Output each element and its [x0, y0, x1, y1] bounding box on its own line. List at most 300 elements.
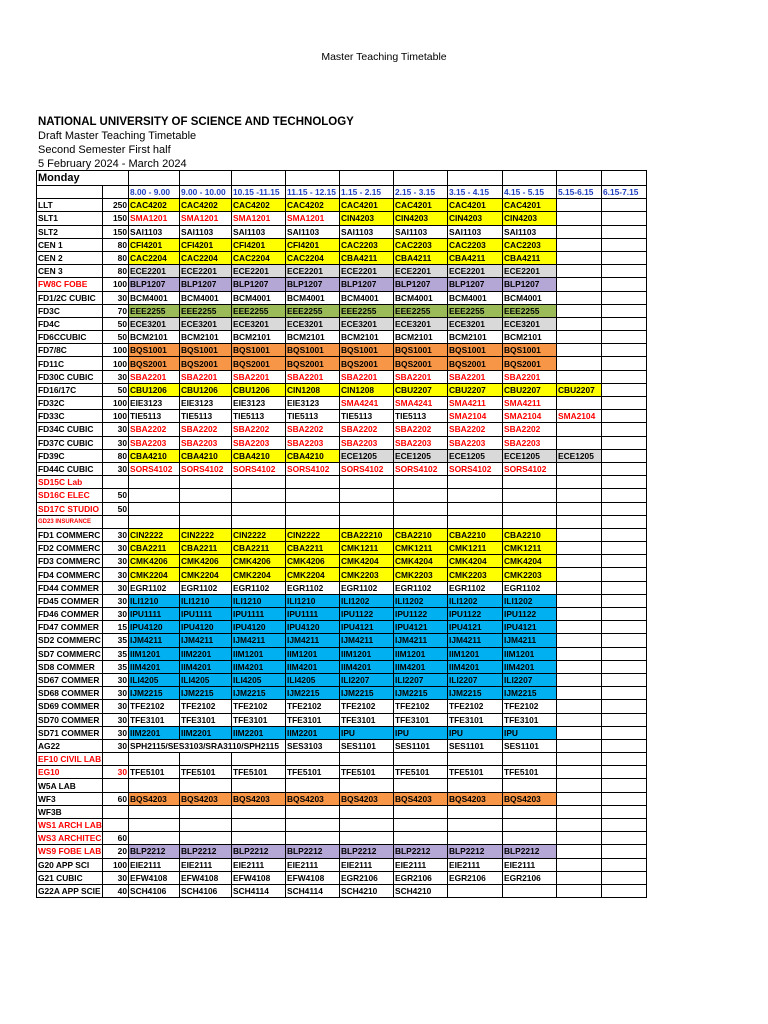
course-cell	[602, 608, 647, 621]
course-cell: CBA4211	[503, 251, 557, 264]
course-cell: EEE2255	[448, 304, 503, 317]
course-cell: BCM2101	[232, 331, 286, 344]
course-cell: IJM2215	[503, 687, 557, 700]
course-cell: ILI1202	[340, 594, 394, 607]
table-row	[37, 621, 647, 634]
course-cell: ECE1205	[448, 449, 503, 462]
subtitle-line: Second Semester First half	[38, 144, 171, 156]
room-capacity: 50	[103, 317, 129, 330]
course-cell	[448, 753, 503, 766]
room-name: GD23 INSURANCE	[37, 515, 103, 528]
course-cell	[394, 832, 448, 845]
course-cell	[602, 344, 647, 357]
room-capacity: 30	[103, 766, 129, 779]
room-name: FD16/17C	[37, 383, 103, 396]
course-cell: SCH4114	[232, 884, 286, 897]
room-name: SD68 COMMER	[37, 687, 103, 700]
course-cell	[448, 779, 503, 792]
course-cell: EIE2111	[232, 858, 286, 871]
room-capacity: 30	[103, 423, 129, 436]
course-cell	[602, 331, 647, 344]
timetable	[36, 170, 647, 898]
course-cell: CMK1211	[394, 542, 448, 555]
course-cell: BQS4203	[286, 792, 340, 805]
table-row	[37, 713, 647, 726]
course-cell: SBA2201	[180, 370, 232, 383]
course-cell: BLP2212	[180, 845, 232, 858]
course-cell: TFE5101	[394, 766, 448, 779]
course-cell: BLP1207	[180, 278, 232, 291]
course-cell	[129, 753, 180, 766]
course-cell: CMK4206	[232, 555, 286, 568]
room-capacity: 35	[103, 634, 129, 647]
course-cell: SORS4102	[503, 462, 557, 475]
course-cell: EFW4108	[129, 871, 180, 884]
course-cell: IIM4201	[448, 660, 503, 673]
course-cell: TFE3101	[448, 713, 503, 726]
course-cell: CBA4211	[394, 251, 448, 264]
course-cell: ILI1210	[286, 594, 340, 607]
room-name: SD15C Lab	[37, 476, 103, 489]
room-name: SD2 COMMERC	[38, 635, 101, 646]
course-cell: ECE2201	[232, 265, 286, 278]
course-cell	[232, 515, 286, 528]
course-cell	[602, 278, 647, 291]
course-cell: IIM1201	[340, 647, 394, 660]
course-cell: IIM4201	[394, 660, 448, 673]
course-cell	[232, 779, 286, 792]
course-cell	[557, 608, 602, 621]
course-cell: IIM2201	[232, 726, 286, 739]
course-cell: IJM4211	[448, 634, 503, 647]
institution-name: NATIONAL UNIVERSITY OF SCIENCE AND TECHNOLOGY	[38, 116, 354, 128]
room-name: FD34C CUBIC	[37, 423, 103, 436]
course-cell	[503, 779, 557, 792]
course-cell: TFE2102	[180, 700, 232, 713]
course-cell: EFW4108	[232, 871, 286, 884]
room-capacity: 30	[103, 700, 129, 713]
course-cell: ECE3201	[340, 317, 394, 330]
course-cell: SBA2203	[448, 436, 503, 449]
room-capacity: 30	[103, 726, 129, 739]
course-cell: CMK2204	[129, 568, 180, 581]
subtitle-line: Draft Master Teaching Timetable	[38, 130, 197, 142]
course-cell: TFE5101	[448, 766, 503, 779]
room-name: FD44 COMMER	[37, 581, 103, 594]
course-cell	[602, 647, 647, 660]
course-cell: IJM2215	[232, 687, 286, 700]
room-capacity: 100	[103, 357, 129, 370]
room-capacity: 70	[103, 304, 129, 317]
course-cell: CMK2203	[394, 568, 448, 581]
course-cell: IJM4211	[394, 634, 448, 647]
course-cell: BLP1207	[286, 278, 340, 291]
page-header: Master Teaching Timetable	[321, 51, 447, 63]
course-cell	[602, 568, 647, 581]
course-cell	[602, 871, 647, 884]
course-cell: EGR1102	[286, 581, 340, 594]
room-capacity: 30	[103, 673, 129, 686]
course-cell: ILI1210	[129, 594, 180, 607]
course-cell: IJM4211	[232, 634, 286, 647]
course-cell: SAI1103	[394, 225, 448, 238]
course-cell: BQS1001	[180, 344, 232, 357]
course-cell: SBA2203	[129, 436, 180, 449]
course-cell	[340, 489, 394, 502]
table-row	[37, 594, 647, 607]
course-cell	[602, 687, 647, 700]
room-capacity: 50	[103, 489, 129, 502]
room-capacity: 30	[103, 370, 129, 383]
course-cell	[602, 317, 647, 330]
course-cell: TFE5101	[180, 766, 232, 779]
room-capacity: 50	[103, 331, 129, 344]
course-cell	[557, 370, 602, 383]
course-cell: BQS1001	[286, 344, 340, 357]
room-capacity: 100	[103, 858, 129, 871]
table-row	[37, 581, 647, 594]
room-capacity	[103, 819, 129, 832]
room-capacity	[103, 476, 129, 489]
course-cell: BCM2101	[180, 331, 232, 344]
table-row	[37, 542, 647, 555]
course-cell: EEE2255	[232, 304, 286, 317]
course-cell: ILI2207	[448, 673, 503, 686]
course-cell	[557, 344, 602, 357]
course-cell	[602, 555, 647, 568]
course-cell: CIN4203	[340, 212, 394, 225]
course-cell	[232, 819, 286, 832]
course-cell	[557, 753, 602, 766]
course-cell: CFI4201	[129, 238, 180, 251]
course-cell: SBA2202	[394, 423, 448, 436]
course-cell	[340, 515, 394, 528]
course-cell: BQS2001	[503, 357, 557, 370]
course-cell	[557, 291, 602, 304]
course-cell: ILI1202	[503, 594, 557, 607]
room-name: SD67 COMMER	[37, 673, 103, 686]
course-cell: ILI4205	[180, 673, 232, 686]
course-cell	[602, 858, 647, 871]
course-cell: ILI4205	[286, 673, 340, 686]
course-cell	[557, 568, 602, 581]
course-cell: CBA4210	[129, 449, 180, 462]
course-cell: ECE1205	[394, 449, 448, 462]
course-cell: IJM2215	[129, 687, 180, 700]
course-cell: CFI4201	[286, 238, 340, 251]
table-row	[37, 502, 647, 515]
course-cell: TFE2102	[232, 700, 286, 713]
course-cell: TFE3101	[232, 713, 286, 726]
course-cell: BLP2212	[340, 845, 394, 858]
course-cell: IPU1122	[503, 608, 557, 621]
table-row	[37, 555, 647, 568]
course-cell	[232, 832, 286, 845]
course-cell: IIM1201	[448, 647, 503, 660]
table-row	[37, 291, 647, 304]
course-cell	[557, 304, 602, 317]
course-cell	[180, 515, 232, 528]
course-cell	[448, 832, 503, 845]
course-cell: SES1101	[503, 739, 557, 752]
course-cell: CMK1211	[340, 542, 394, 555]
course-cell: EFW4108	[180, 871, 232, 884]
course-cell: BCM2101	[394, 331, 448, 344]
course-cell	[448, 476, 503, 489]
room-name: WS1 ARCH LAB	[38, 820, 102, 831]
course-cell: IIM2201	[286, 726, 340, 739]
course-cell	[557, 397, 602, 410]
course-cell: IJM2215	[340, 687, 394, 700]
room-name: FD7/8C	[37, 344, 103, 357]
course-cell: ECE3201	[232, 317, 286, 330]
room-name: FD11C	[37, 357, 103, 370]
room-capacity: 100	[103, 397, 129, 410]
course-cell: CAC4202	[286, 199, 340, 212]
course-cell: BQS2001	[129, 357, 180, 370]
course-cell: EIE3123	[286, 397, 340, 410]
course-cell: TFE5101	[232, 766, 286, 779]
course-cell	[448, 515, 503, 528]
course-cell: IPU4120	[286, 621, 340, 634]
course-cell: CMK2204	[232, 568, 286, 581]
course-cell: CBA2211	[180, 542, 232, 555]
course-cell: IIM2201	[180, 726, 232, 739]
room-name: EF10 CIVIL LAB	[38, 754, 102, 765]
course-cell	[286, 832, 340, 845]
room-name: FD30C CUBIC	[37, 370, 103, 383]
course-cell: SBA2201	[448, 370, 503, 383]
course-cell	[602, 212, 647, 225]
table-row	[37, 779, 647, 792]
table-row	[37, 331, 647, 344]
room-capacity	[103, 805, 129, 818]
course-cell	[557, 871, 602, 884]
course-cell: CIN1208	[340, 383, 394, 396]
room-name: AG22	[37, 739, 103, 752]
course-cell	[503, 819, 557, 832]
course-cell: CMK4204	[340, 555, 394, 568]
table-row	[37, 608, 647, 621]
course-cell	[557, 884, 602, 897]
course-cell	[602, 265, 647, 278]
course-cell: SCH4210	[394, 884, 448, 897]
course-cell	[602, 819, 647, 832]
room-capacity: 30	[103, 581, 129, 594]
course-cell: IPU1111	[129, 608, 180, 621]
course-cell: ILI2207	[394, 673, 448, 686]
table-row	[37, 265, 647, 278]
course-cell: SAI1103	[180, 225, 232, 238]
course-cell: BLP2212	[232, 845, 286, 858]
table-row	[37, 832, 647, 845]
course-cell	[602, 383, 647, 396]
room-name: FD6CCUBIC	[37, 331, 103, 344]
room-capacity: 30	[103, 594, 129, 607]
course-cell: TFE3101	[286, 713, 340, 726]
course-cell: TIE5113	[286, 410, 340, 423]
room-capacity: 15	[103, 621, 129, 634]
course-cell	[557, 265, 602, 278]
course-cell	[232, 753, 286, 766]
course-cell: EGR2106	[394, 871, 448, 884]
course-cell	[394, 819, 448, 832]
course-cell: CBU1206	[232, 383, 286, 396]
course-cell	[557, 278, 602, 291]
room-capacity: 30	[103, 739, 129, 752]
course-cell: CAC2204	[286, 251, 340, 264]
room-name: FD32C	[37, 397, 103, 410]
course-cell	[232, 805, 286, 818]
course-cell: EIE3123	[232, 397, 286, 410]
room-name: FD39C	[37, 449, 103, 462]
course-cell	[340, 832, 394, 845]
course-cell: SMA1201	[286, 212, 340, 225]
course-cell: SAI1103	[129, 225, 180, 238]
course-cell: BQS2001	[340, 357, 394, 370]
course-cell: EIE2111	[129, 858, 180, 871]
course-cell: TIE5113	[394, 410, 448, 423]
course-cell	[557, 489, 602, 502]
course-cell: CAC2203	[448, 238, 503, 251]
course-cell: CMK2203	[340, 568, 394, 581]
table-row	[37, 858, 647, 871]
table-row	[37, 528, 647, 541]
course-cell	[557, 212, 602, 225]
course-cell	[232, 489, 286, 502]
course-cell: ECE2201	[286, 265, 340, 278]
room-name: FD3C	[37, 304, 103, 317]
course-cell	[602, 634, 647, 647]
course-cell: BLP2212	[394, 845, 448, 858]
course-cell	[503, 515, 557, 528]
course-cell	[557, 819, 602, 832]
room-capacity: 30	[103, 568, 129, 581]
course-cell	[602, 291, 647, 304]
course-cell: CBA4211	[340, 251, 394, 264]
course-cell: SCH4106	[129, 884, 180, 897]
course-cell: BQS2001	[394, 357, 448, 370]
course-cell: TFE2102	[340, 700, 394, 713]
course-cell: ECE2201	[448, 265, 503, 278]
table-row	[37, 726, 647, 739]
course-cell	[286, 489, 340, 502]
course-cell	[602, 370, 647, 383]
course-cell: SMA4211	[503, 397, 557, 410]
course-cell: CBA4210	[180, 449, 232, 462]
room-capacity: 40	[103, 884, 129, 897]
course-cell: IIM4201	[129, 660, 180, 673]
course-cell: CBU2207	[394, 383, 448, 396]
course-cell	[394, 753, 448, 766]
course-cell: EIE3123	[129, 397, 180, 410]
course-cell	[557, 845, 602, 858]
course-cell	[394, 779, 448, 792]
table-row	[37, 278, 647, 291]
course-cell	[602, 739, 647, 752]
course-cell: IPU1122	[394, 608, 448, 621]
course-cell: BQS2001	[232, 357, 286, 370]
course-cell: ILI1210	[232, 594, 286, 607]
course-cell: ILI1202	[394, 594, 448, 607]
room-name: G20 APP SCI	[37, 858, 103, 871]
room-capacity: 50	[103, 383, 129, 396]
room-name: CEN 2	[37, 251, 103, 264]
course-cell: IPU	[394, 726, 448, 739]
room-capacity: 100	[103, 344, 129, 357]
course-cell: SBA2203	[180, 436, 232, 449]
table-row	[37, 317, 647, 330]
course-cell: ECE1205	[503, 449, 557, 462]
course-cell	[602, 753, 647, 766]
course-cell: IIM1201	[232, 647, 286, 660]
course-cell: TFE5101	[340, 766, 394, 779]
course-cell	[602, 660, 647, 673]
course-cell: BQS4203	[503, 792, 557, 805]
course-cell	[602, 805, 647, 818]
course-cell: CIN2222	[286, 528, 340, 541]
course-cell	[557, 331, 602, 344]
course-cell: BLP1207	[503, 278, 557, 291]
course-cell: IPU1111	[286, 608, 340, 621]
room-capacity: 50	[103, 502, 129, 515]
course-cell: TIE5113	[129, 410, 180, 423]
course-cell: CIN2222	[129, 528, 180, 541]
time-slot: 10.15 -11.15	[232, 186, 286, 199]
course-cell: EGR1102	[448, 581, 503, 594]
course-cell: EIE2111	[286, 858, 340, 871]
course-cell: ECE3201	[129, 317, 180, 330]
course-cell	[557, 581, 602, 594]
room-capacity: 30	[103, 528, 129, 541]
course-cell: ECE2201	[180, 265, 232, 278]
course-cell	[180, 832, 232, 845]
course-cell	[129, 476, 180, 489]
course-cell: BLP1207	[232, 278, 286, 291]
course-cell: IIM4201	[232, 660, 286, 673]
course-cell: CMK2203	[503, 568, 557, 581]
course-cell	[602, 594, 647, 607]
course-cell: TFE2102	[394, 700, 448, 713]
course-cell: IPU1122	[448, 608, 503, 621]
course-cell	[448, 805, 503, 818]
course-cell: SBA2202	[503, 423, 557, 436]
course-cell: CBA2210	[503, 528, 557, 541]
room-name: FD37C CUBIC	[37, 436, 103, 449]
course-cell	[503, 476, 557, 489]
course-cell: BLP2212	[503, 845, 557, 858]
room-name: G21 CUBIC	[37, 871, 103, 884]
course-cell: BQS4203	[340, 792, 394, 805]
course-cell: EEE2255	[180, 304, 232, 317]
table-row	[37, 489, 647, 502]
room-capacity: 30	[103, 687, 129, 700]
course-cell	[602, 845, 647, 858]
course-cell	[340, 753, 394, 766]
table-row	[37, 251, 647, 264]
table-row	[37, 212, 647, 225]
course-cell: IPU4121	[503, 621, 557, 634]
course-cell: EGR1102	[503, 581, 557, 594]
room-capacity: 30	[103, 542, 129, 555]
time-slot-row	[37, 186, 647, 199]
course-cell	[180, 489, 232, 502]
course-cell	[232, 476, 286, 489]
course-cell	[180, 805, 232, 818]
room-capacity	[103, 753, 129, 766]
course-cell: SORS4102	[286, 462, 340, 475]
course-cell	[129, 805, 180, 818]
